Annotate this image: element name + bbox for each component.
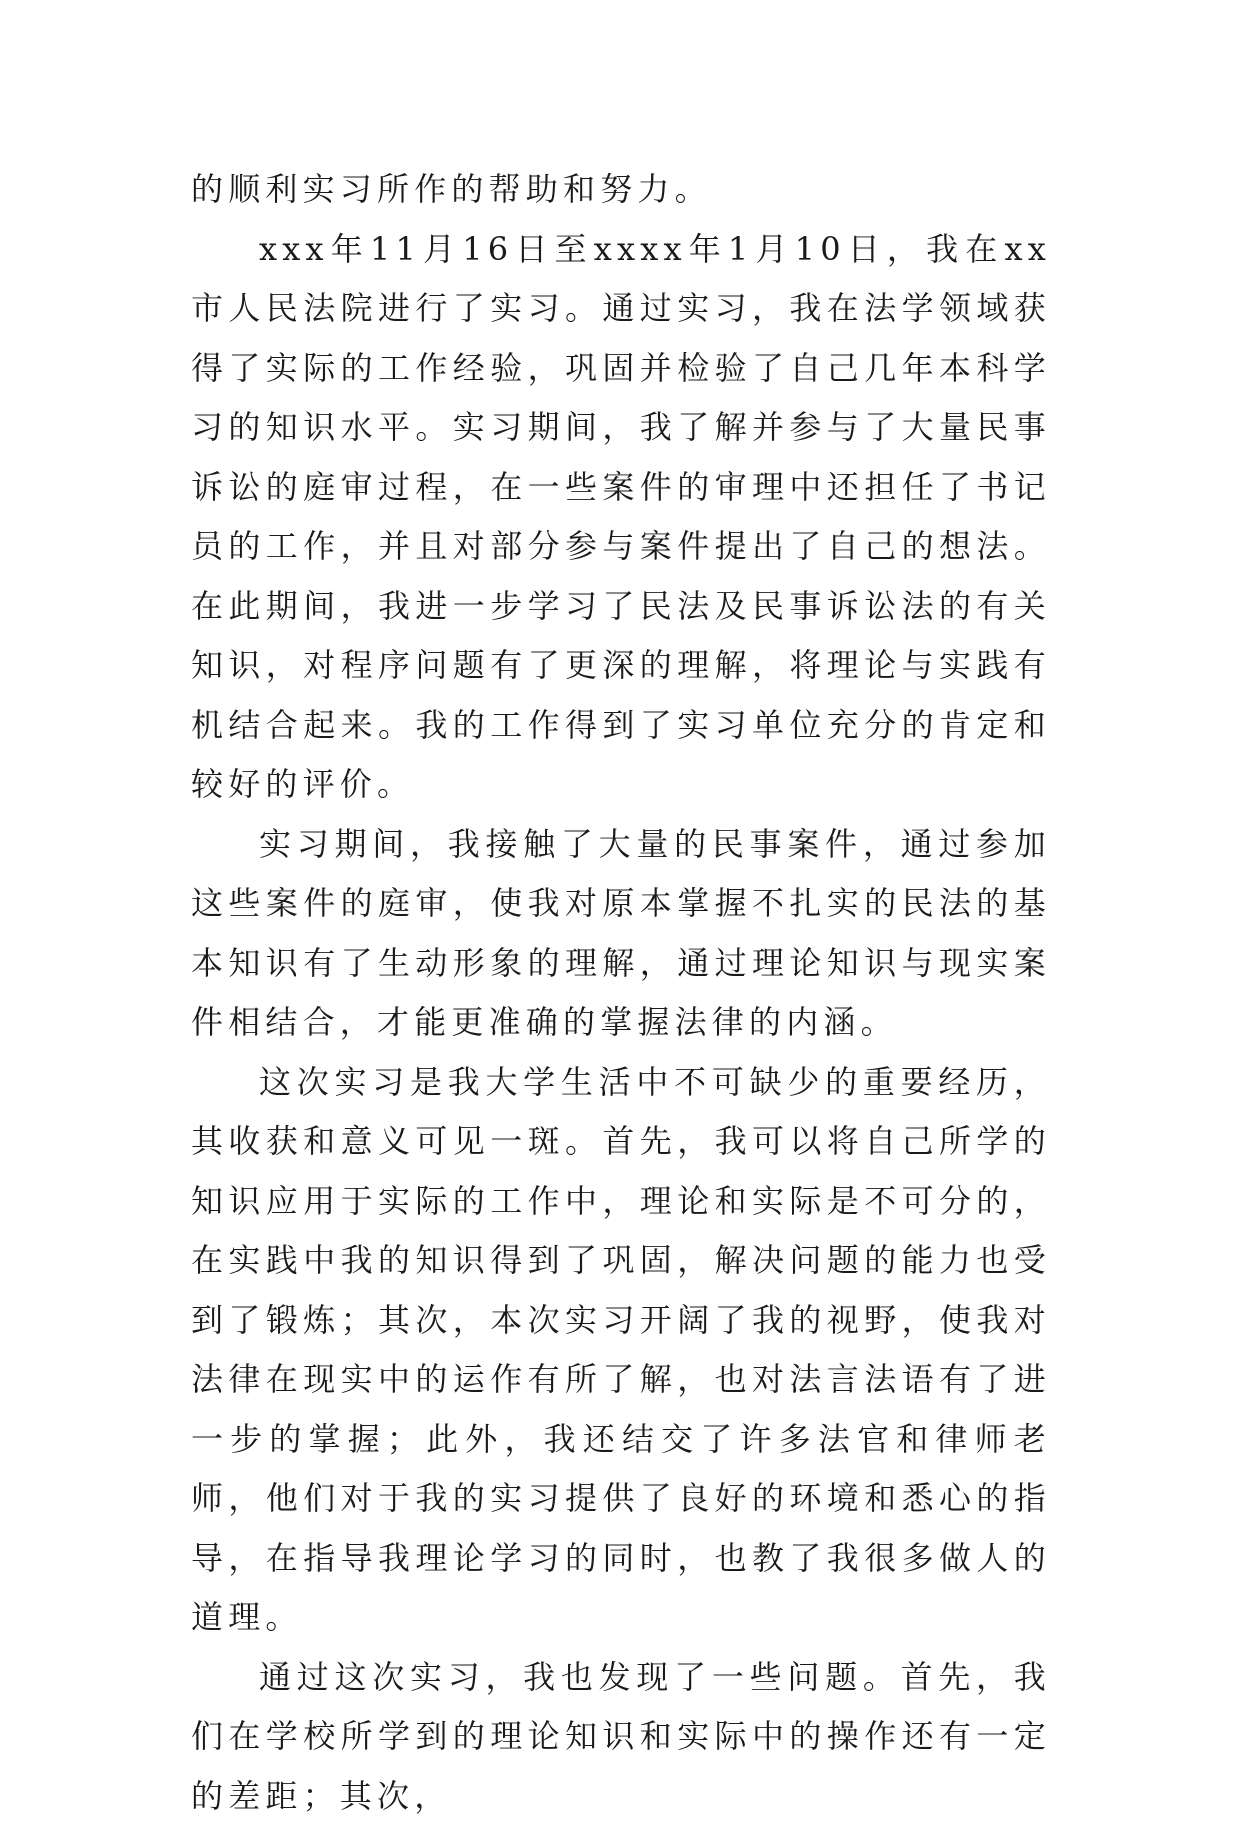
paragraph-1: 的顺利实习所作的帮助和努力。: [191, 160, 1051, 220]
paragraph-5: 通过这次实习，我也发现了一些问题。首先，我们在学校所学到的理论知识和实际中的操作还有一定的差距；其次，: [191, 1648, 1051, 1826]
paragraph-4: 这次实习是我大学生活中不可缺少的重要经历，其收获和意义可见一斑。首先，我可以将自己所学的知识应用于实际的工作中，理论和实际是不可分的，在实践中我的知识得到了巩固，解决问题的能力也受到了锻炼；其次，本次实习开阔了我的视野，使我对法律在现实中的运作有所了解，也对法言法语有了进一步的掌握；此外，我还结交了许多法官和律师老师，他们对于我的实习提供了良好的环境和悉心的指导，在指导我理论学习的同时，也教了我很多做人的道理。: [191, 1053, 1051, 1648]
paragraph-2: xxx年11月16日至xxxx年1月10日，我在xx市人民法院进行了实习。通过实习，我在法学领域获得了实际的工作经验，巩固并检验了自己几年本科学习的知识水平。实习期间，我了解并参与了大量民事诉讼的庭审过程，在一些案件的审理中还担任了书记员的工作，并且对部分参与案件提出了自己的想法。在此期间，我进一步学习了民法及民事诉讼法的有关知识，对程序问题有了更深的理解，将理论与实践有机结合起来。我的工作得到了实习单位充分的肯定和较好的评价。: [191, 220, 1051, 815]
document-body: [191, 160, 1051, 1826]
paragraph-3: 实习期间，我接触了大量的民事案件，通过参加这些案件的庭审，使我对原本掌握不扎实的民法的基本知识有了生动形象的理解，通过理论知识与现实案件相结合，才能更准确的掌握法律的内涵。: [191, 815, 1051, 1053]
